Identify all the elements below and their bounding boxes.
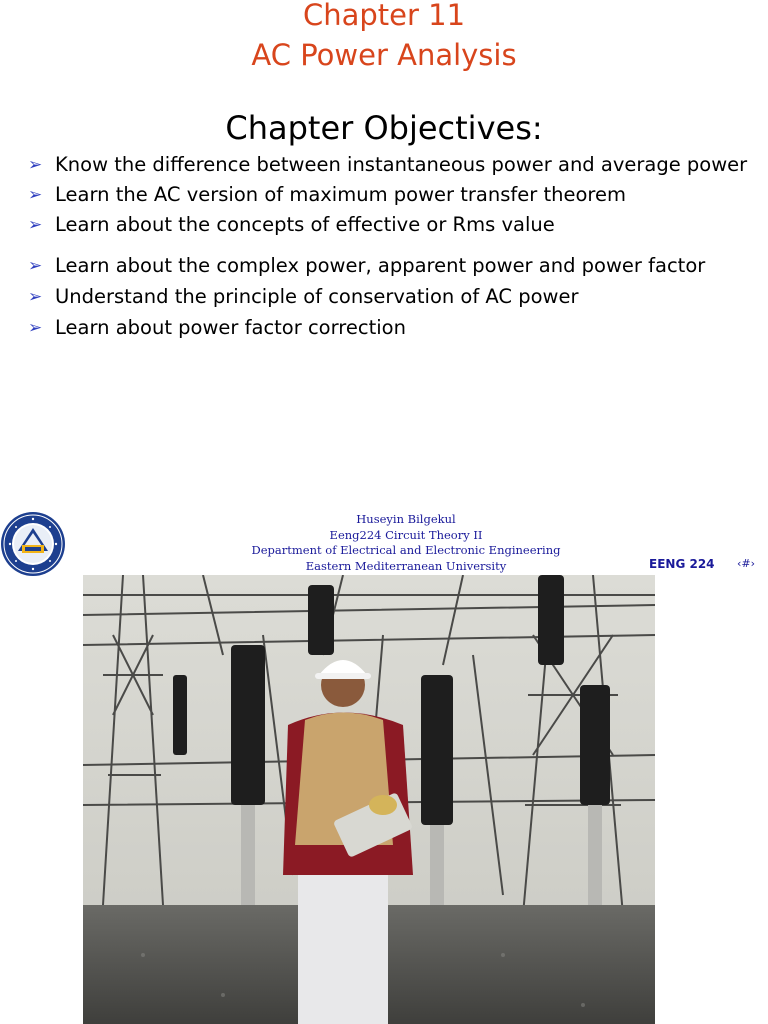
objectives-list <box>28 152 748 340</box>
objective-item <box>28 152 748 177</box>
arrow-bullet-icon: ➢ <box>28 256 43 276</box>
arrow-bullet-icon: ➢ <box>28 318 43 338</box>
footer-university: Eastern Mediterranean University <box>305 558 507 573</box>
footer-author: Huseyin Bilgekul <box>356 512 456 526</box>
substation-engineer-photo <box>83 575 655 1024</box>
objective-item <box>28 182 748 207</box>
objective-item <box>28 284 748 309</box>
chapter-title: AC Power Analysis <box>251 38 517 72</box>
footer-department: Department of Electrical and Electronic Engineering <box>251 543 561 557</box>
objective-text: Learn about power factor correction <box>55 316 406 339</box>
university-logo <box>0 511 66 577</box>
slide-number: ‹#› <box>737 557 756 570</box>
arrow-bullet-icon: ➢ <box>28 185 43 205</box>
objective-item <box>28 253 748 278</box>
objectives-heading: Chapter Objectives: <box>225 109 543 147</box>
arrow-bullet-icon: ➢ <box>28 215 43 235</box>
footer-course-code: EENG 224 <box>649 557 715 571</box>
arrow-bullet-icon: ➢ <box>28 155 43 175</box>
objective-text: Learn the AC version of maximum power transfer theorem <box>55 183 626 206</box>
chapter-number: Chapter 11 <box>302 0 466 32</box>
objective-item <box>28 212 748 237</box>
footer-credits <box>250 512 562 574</box>
objective-text: Learn about the complex power, apparent power and power factor <box>55 254 706 277</box>
arrow-bullet-icon: ➢ <box>28 287 43 307</box>
objective-text: Learn about the concepts of effective or Rms value <box>55 213 555 236</box>
objective-item <box>28 315 748 340</box>
objective-text: Know the difference between instantaneous power and average power <box>55 153 748 176</box>
objective-text: Understand the principle of conservation of AC power <box>55 285 579 308</box>
footer-course: Eeng224 Circuit Theory II <box>329 527 483 542</box>
